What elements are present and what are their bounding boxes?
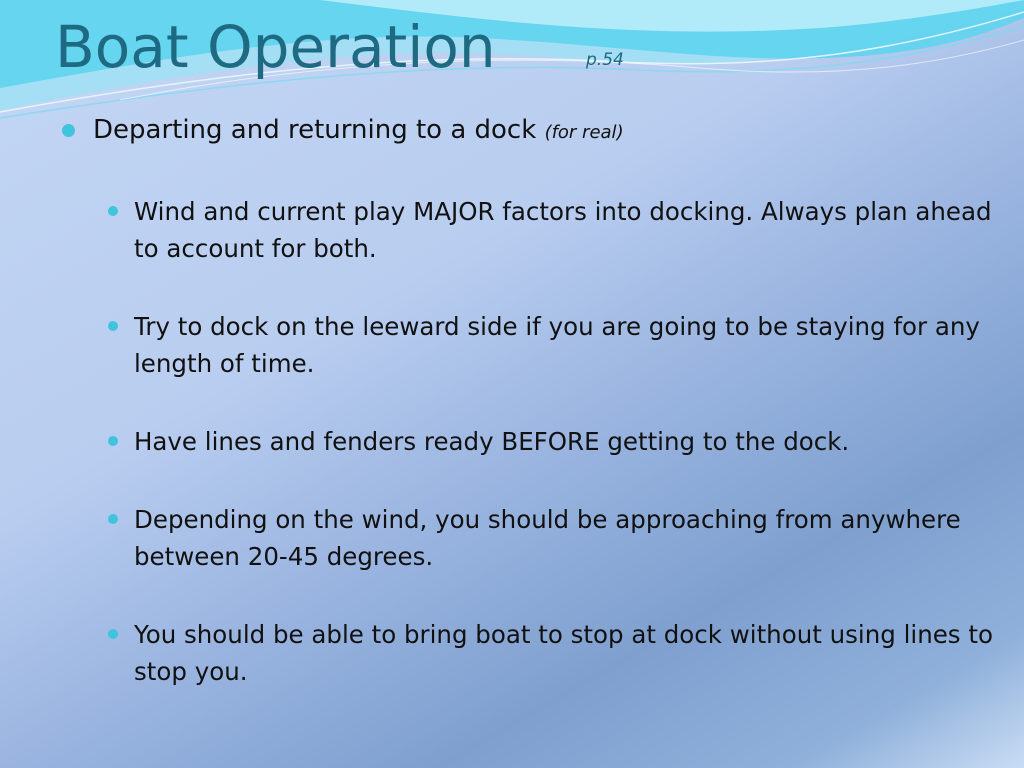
bullet-dot-icon: [108, 514, 118, 524]
main-bullet-note: (for real): [544, 122, 624, 143]
sub-bullet-item: [104, 193, 1009, 267]
sub-bullet-text: Depending on the wind, you should be approaching from anywhere between 20-45 degrees.: [134, 505, 961, 571]
bullet-dot-icon: [108, 629, 118, 639]
page-reference: p.54: [586, 50, 624, 70]
bullet-dot-icon: [62, 124, 75, 137]
main-bullet: [62, 111, 1002, 152]
sub-bullet-item: [104, 308, 1009, 382]
sub-bullet-item: [104, 423, 1009, 460]
main-bullet-text: [93, 111, 1002, 152]
sub-bullet-item: [104, 616, 1009, 690]
main-bullet-label: Departing and returning to a dock: [93, 115, 537, 145]
slide-title: Boat Operation: [55, 13, 496, 81]
sub-bullet-list: [104, 193, 1009, 731]
sub-bullet-text: You should be able to bring boat to stop at dock without using lines to stop you.: [134, 620, 993, 686]
bullet-dot-icon: [108, 321, 118, 331]
sub-bullet-text: Try to dock on the leeward side if you are going to be staying for any length of time.: [134, 312, 980, 378]
bullet-dot-icon: [108, 206, 118, 216]
sub-bullet-item: [104, 501, 1009, 575]
sub-bullet-text: Have lines and fenders ready BEFORE getting to the dock.: [134, 427, 850, 456]
bullet-dot-icon: [108, 436, 118, 446]
sub-bullet-text: Wind and current play MAJOR factors into docking. Always plan ahead to account for both.: [134, 197, 992, 263]
